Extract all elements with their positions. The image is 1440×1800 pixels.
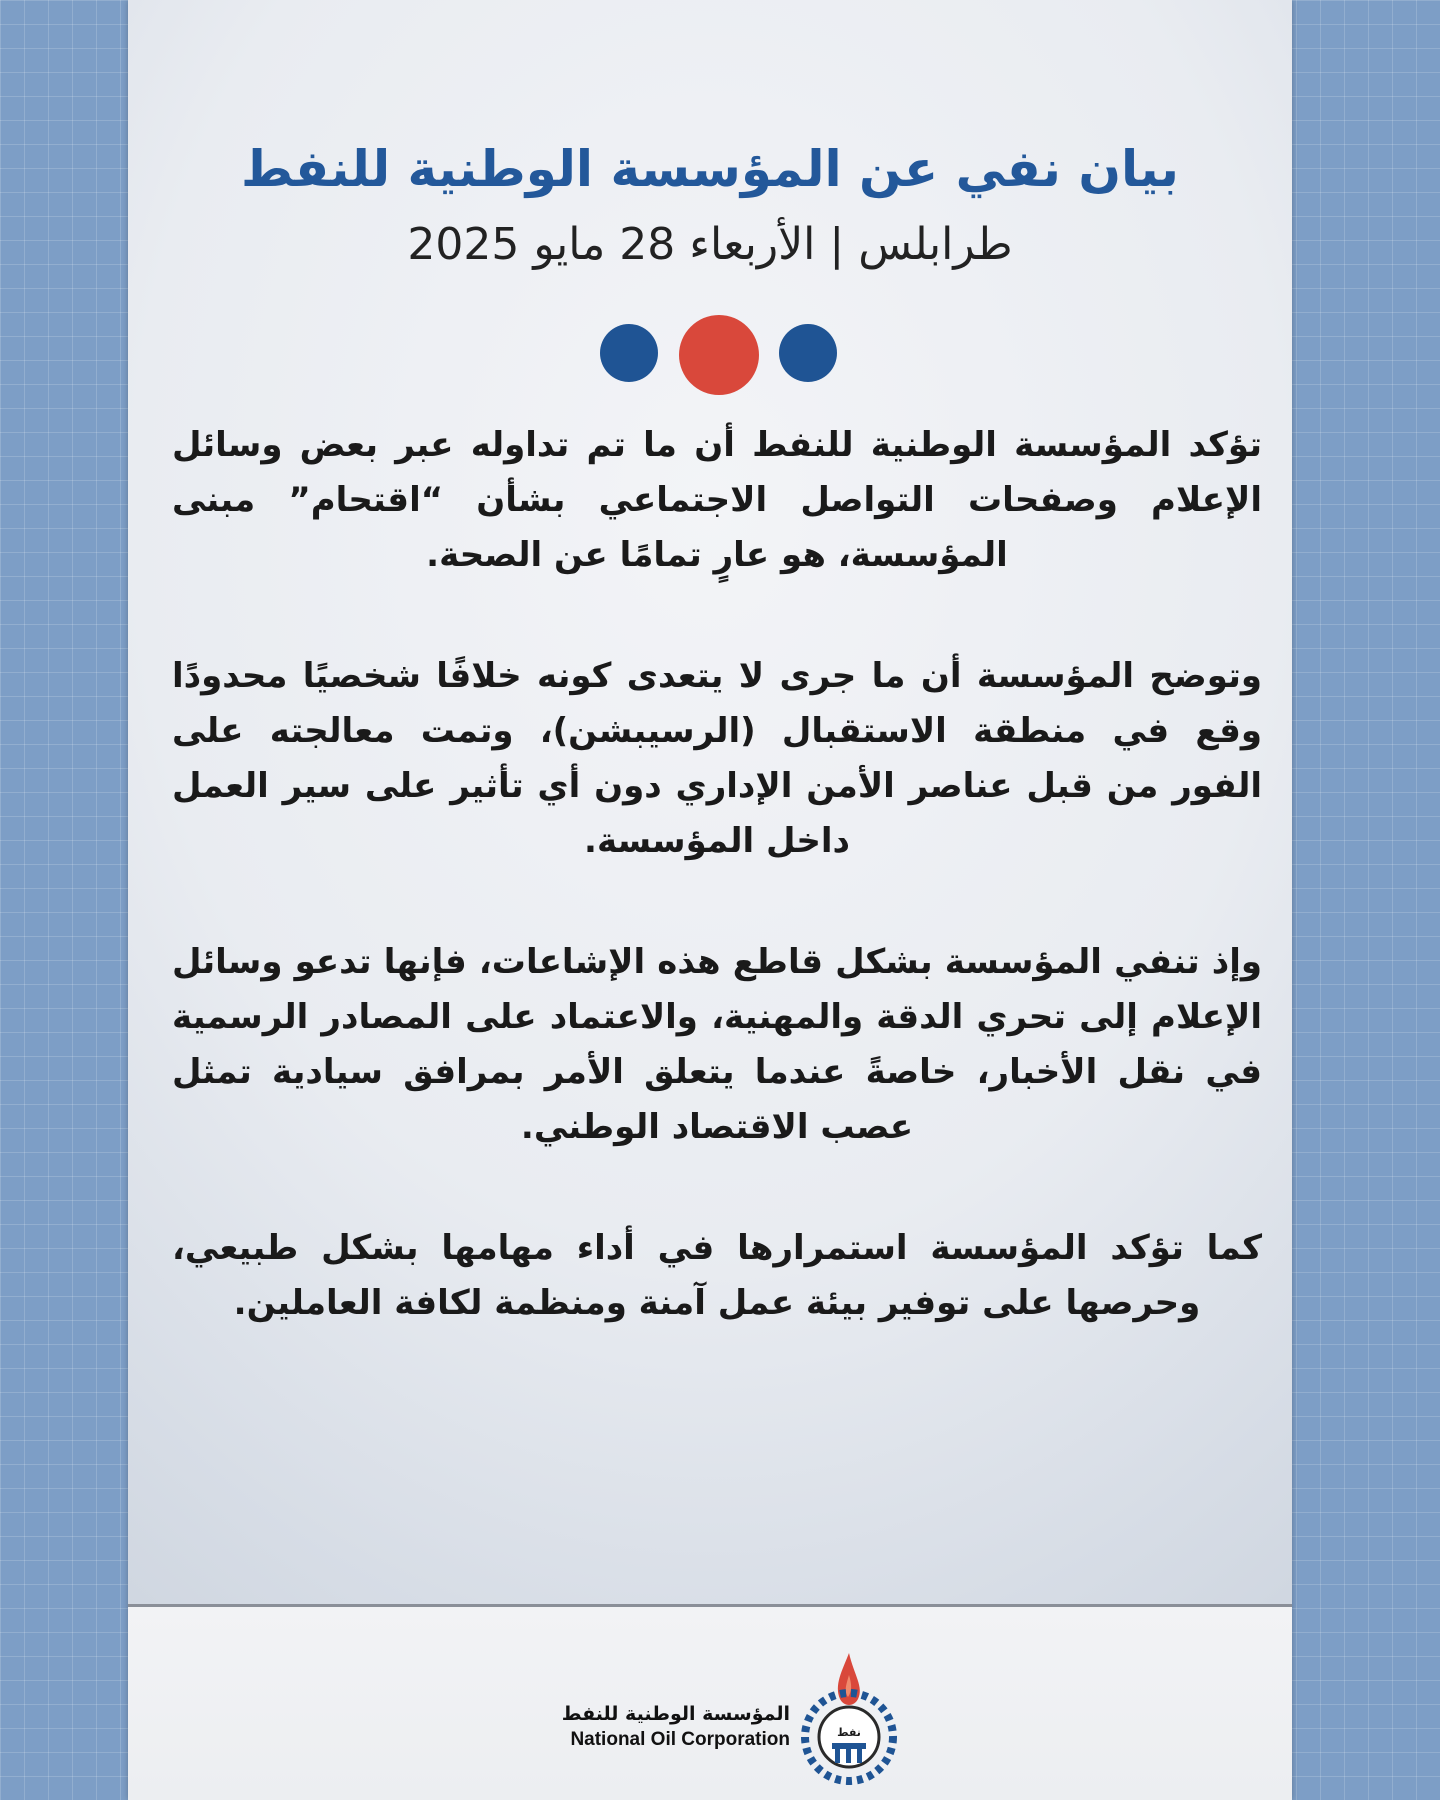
statement-text [172,418,1262,1397]
noc-flame-logo-icon [794,1649,904,1789]
paragraph-4: كما تؤكد المؤسسة استمرارها في أداء مهامها بشكل طبيعي، وحرصها على توفير بيئة عمل آمنة ومنظمة لكافة العاملين. [172,1228,1262,1323]
paragraph-2: وتوضح المؤسسة أن ما جرى لا يتعدى كونه خلافًا شخصيًا محدودًا وقع في منطقة الاستقبال (الرسيبشن)، وتمت معالجته على الفور من قبل عناصر الأمن الإداري دون أي تأثير على سير العمل داخل المؤسسة. [172,656,1262,861]
red-dot-icon [679,315,759,395]
paragraph-1: تؤكد المؤسسة الوطنية للنفط أن ما تم تداوله عبر بعض وسائل الإعلام وصفحات التواصل الاجتماعي بشأن “اقتحام” مبنى المؤسسة، هو عارٍ تمامًا عن الصحة. [172,425,1262,575]
blue-dot-icon [600,324,658,382]
logo-name-arabic: المؤسسة الوطنية للنفط [561,1703,790,1725]
decorative-dots [128,315,1292,395]
statement-card [128,0,1292,1800]
blue-dot-icon [779,324,837,382]
logo-name-english: National Oil Corporation [570,1729,790,1750]
page-title: بيان نفي عن المؤسسة الوطنية للنفط [241,140,1179,198]
logo-wordmark [518,1701,790,1753]
statement-body [128,0,1292,1604]
emblem-text: نفط [837,1726,861,1739]
paragraph-3: وإذ تنفي المؤسسة بشكل قاطع هذه الإشاعات، فإنها تدعو وسائل الإعلام إلى تحري الدقة والمهنية، والاعتماد على المصادر الرسمية في نقل الأخبار، خاصةً عندما يتعلق الأمر بمرافق سيادية تمثل عصب الاقتصاد الوطني. [172,942,1262,1147]
dateline: طرابلس | الأربعاء 28 مايو 2025 [407,219,1013,270]
footer [128,1607,1292,1800]
